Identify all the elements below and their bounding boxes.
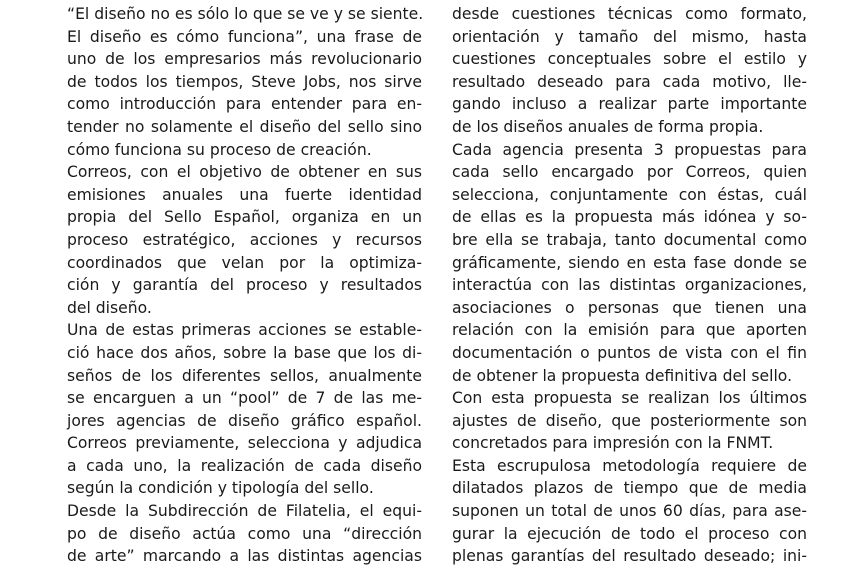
text-line: como introducción para entender para en- — [67, 95, 422, 114]
text-line: Desde la Subdirección de Filatelia, el equi- — [67, 502, 422, 521]
text-line: Esta escrupulosa metodología requiere de — [452, 456, 807, 475]
text-line: suponen un total de unos 60 días, para ase- — [452, 502, 807, 521]
text-line: tender no solamente el diseño del sello sino — [67, 117, 422, 136]
text-line: asociaciones o personas que tienen una — [452, 298, 807, 317]
text-line: cuestiones conceptuales sobre el estilo y — [452, 50, 807, 69]
text-line: gráficamente, siendo en esta fase donde se — [452, 253, 807, 272]
text-line: propia del Sello Español, organiza en un — [67, 208, 422, 227]
text-line: Una de estas primeras acciones se estable- — [67, 321, 422, 340]
text-line: concretados para impresión con la FNMT. — [452, 434, 774, 453]
text-line: plenas garantías del resultado deseado; ini- — [452, 547, 807, 566]
text-line: seños de los diferentes sellos, anualmente — [67, 366, 422, 385]
text-line: Correos, con el objetivo de obtener en sus — [67, 163, 422, 182]
text-line: según la condición y tipología del sello. — [67, 479, 374, 498]
text-line: selecciona, conjuntamente con éstas, cuál — [452, 185, 807, 204]
text-line: interactúa con las distintas organizaciones, — [452, 276, 807, 295]
text-line: gando incluso a realizar parte importante — [452, 95, 807, 114]
text-line: de los diseños anuales de forma propia. — [452, 117, 764, 136]
text-line: documentación o puntos de vista con el fin — [452, 343, 807, 362]
text-line: desde cuestiones técnicas como formato, — [452, 5, 807, 23]
text-line: a cada uno, la realización de cada diseño — [67, 456, 422, 475]
right-text-column — [452, 3, 807, 568]
text-line: bre ella se trabaja, tanto documental como — [452, 230, 807, 249]
text-line: proceso estratégico, acciones y recursos — [67, 230, 422, 249]
text-line: po de diseño actúa como una “dirección — [67, 524, 422, 543]
text-line: de todos los tiempos, Steve Jobs, nos sirve — [67, 72, 422, 91]
text-line: “El diseño no es sólo lo que se ve y se siente. — [67, 5, 424, 23]
text-line: ció hace dos años, sobre la base que los di- — [67, 343, 422, 362]
text-line: coordinados que velan por la optimiza- — [67, 253, 422, 272]
text-line: Correos previamente, selecciona y adjudica — [67, 434, 422, 453]
text-line: relación con la emisión para que aporten — [452, 321, 807, 340]
text-line: de obtener la propuesta definitiva del sello. — [452, 366, 793, 385]
text-line: orientación y tamaño del mismo, hasta — [452, 27, 807, 46]
text-line: uno de los empresarios más revolucionario — [67, 50, 422, 69]
text-line: Con esta propuesta se realizan los últimos — [452, 389, 807, 408]
text-line: de ellas es la propuesta más idónea y so- — [452, 208, 807, 227]
text-line: dilatados plazos de tiempo que de media — [452, 479, 807, 498]
text-line: El diseño es cómo funciona”, una frase de — [67, 27, 422, 46]
text-line: gurar la ejecución de todo el proceso con — [452, 524, 807, 543]
text-line: ajustes de diseño, que posteriormente son — [452, 411, 807, 430]
text-line: ción y garantía del proceso y resultados — [67, 276, 422, 295]
text-line: del diseño. — [67, 298, 152, 317]
text-line: emisiones anuales una fuerte identidad — [67, 185, 422, 204]
text-line: resultado deseado para cada motivo, lle- — [452, 72, 807, 91]
text-line: cada sello encargado por Correos, quien — [452, 163, 807, 182]
text-line: Cada agencia presenta 3 propuestas para — [452, 140, 807, 159]
text-line: de arte” marcando a las distintas agencias — [67, 547, 422, 566]
left-text-column — [67, 3, 422, 568]
text-line: se encarguen a un “pool” de 7 de las me- — [67, 389, 422, 408]
text-line: jores agencias de diseño gráfico español. — [67, 411, 422, 430]
text-line: cómo funciona su proceso de creación. — [67, 140, 372, 159]
